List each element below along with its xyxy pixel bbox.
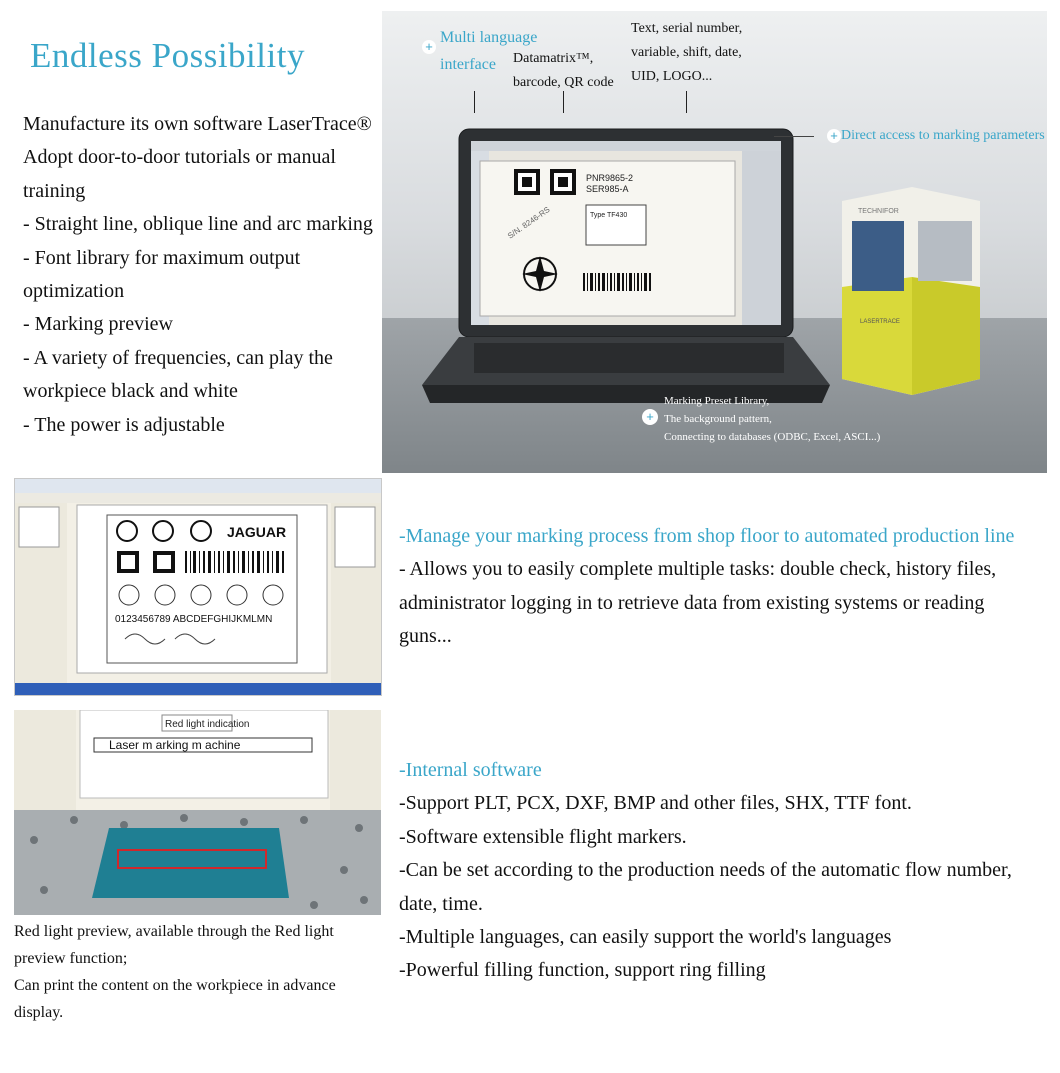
brand-label: JAGUAR — [227, 524, 287, 540]
red-light-preview-image — [14, 710, 381, 915]
callout-line — [474, 91, 475, 113]
plus-icon: + — [827, 129, 841, 143]
sample-marking-text: Laser m arking m achine — [109, 738, 241, 752]
intro-line: - A variety of frequencies, can play the workpiece black and white — [23, 346, 333, 403]
callout-parameters: Direct access to marking parameters — [841, 128, 1045, 143]
screen-arc-text: S/N. 8246-RS — [505, 204, 552, 241]
intro-line: Adopt door-to-door tutorials or manual training — [23, 146, 336, 202]
callout-codes: Datamatrix™, barcode, QR code — [513, 51, 614, 90]
callout-line — [686, 91, 687, 113]
internal-line: -Powerful filling function, support ring filling — [399, 959, 766, 982]
internal-line: -Can be set according to the production needs of the automatic flow number, date, time. — [399, 859, 1012, 915]
marking-software-window — [15, 479, 381, 695]
manage-heading: -Manage your marking process from shop floor to automated production line — [399, 525, 1015, 547]
plus-icon: + — [642, 409, 658, 425]
manage-body: - Allows you to easily complete multiple tasks: double check, history files, administrator logging in to retrieve data from existing systems or reading guns... — [399, 558, 997, 648]
plus-icon: + — [422, 40, 436, 54]
screen-type-label: Type TF430 — [590, 212, 628, 219]
callout-text-variables: Text, serial number, variable, shift, date, UID, LOGO... — [631, 21, 743, 84]
number-line: 0123456789 ABCDEFGHIJKMLMN — [115, 614, 273, 625]
callout-line — [774, 136, 814, 137]
internal-line: -Multiple languages, can easily support the world's languages — [399, 926, 892, 949]
intro-line: - Font library for maximum output optimization — [23, 246, 301, 303]
red-light-caption: Red light preview, available through the Red light preview function; Can print the content on the workpiece in advance display. — [14, 923, 336, 1021]
brochure-logo: LASERTRACE — [860, 319, 900, 325]
screen-code-line: PNR9865-2 — [586, 173, 634, 183]
manage-section — [399, 520, 1039, 654]
intro-line: - Straight line, oblique line and arc marking — [23, 213, 373, 236]
callout-multi-language: Multi language interface — [440, 29, 538, 73]
internal-software-section — [399, 754, 1039, 988]
internal-heading: -Internal software — [399, 759, 542, 781]
callout-library: Marking Preset Library, The background pattern, Connecting to databases (ODBC, Excel, ASCI...) — [664, 395, 881, 443]
page-title: Endless Possibility — [30, 36, 305, 75]
hero-laptop-photo — [382, 11, 1047, 473]
red-light-screenshot — [14, 710, 381, 915]
internal-line: -Support PLT, PCX, DXF, BMP and other files, SHX, TTF font. — [399, 792, 912, 815]
red-light-indicator-label: Red light indication — [165, 719, 250, 730]
intro-line: Manufacture its own software LaserTrace® — [23, 113, 372, 135]
brochure-brand: TECHNIFOR — [858, 208, 899, 215]
callout-line — [563, 91, 564, 113]
software-screenshot-marking — [14, 478, 382, 696]
intro-line: - The power is adjustable — [23, 413, 225, 436]
screen-code-line: SER985-A — [586, 184, 629, 194]
internal-line: -Software extensible flight markers. — [399, 825, 687, 848]
intro-feature-list — [23, 108, 381, 442]
intro-line: - Marking preview — [23, 313, 173, 336]
